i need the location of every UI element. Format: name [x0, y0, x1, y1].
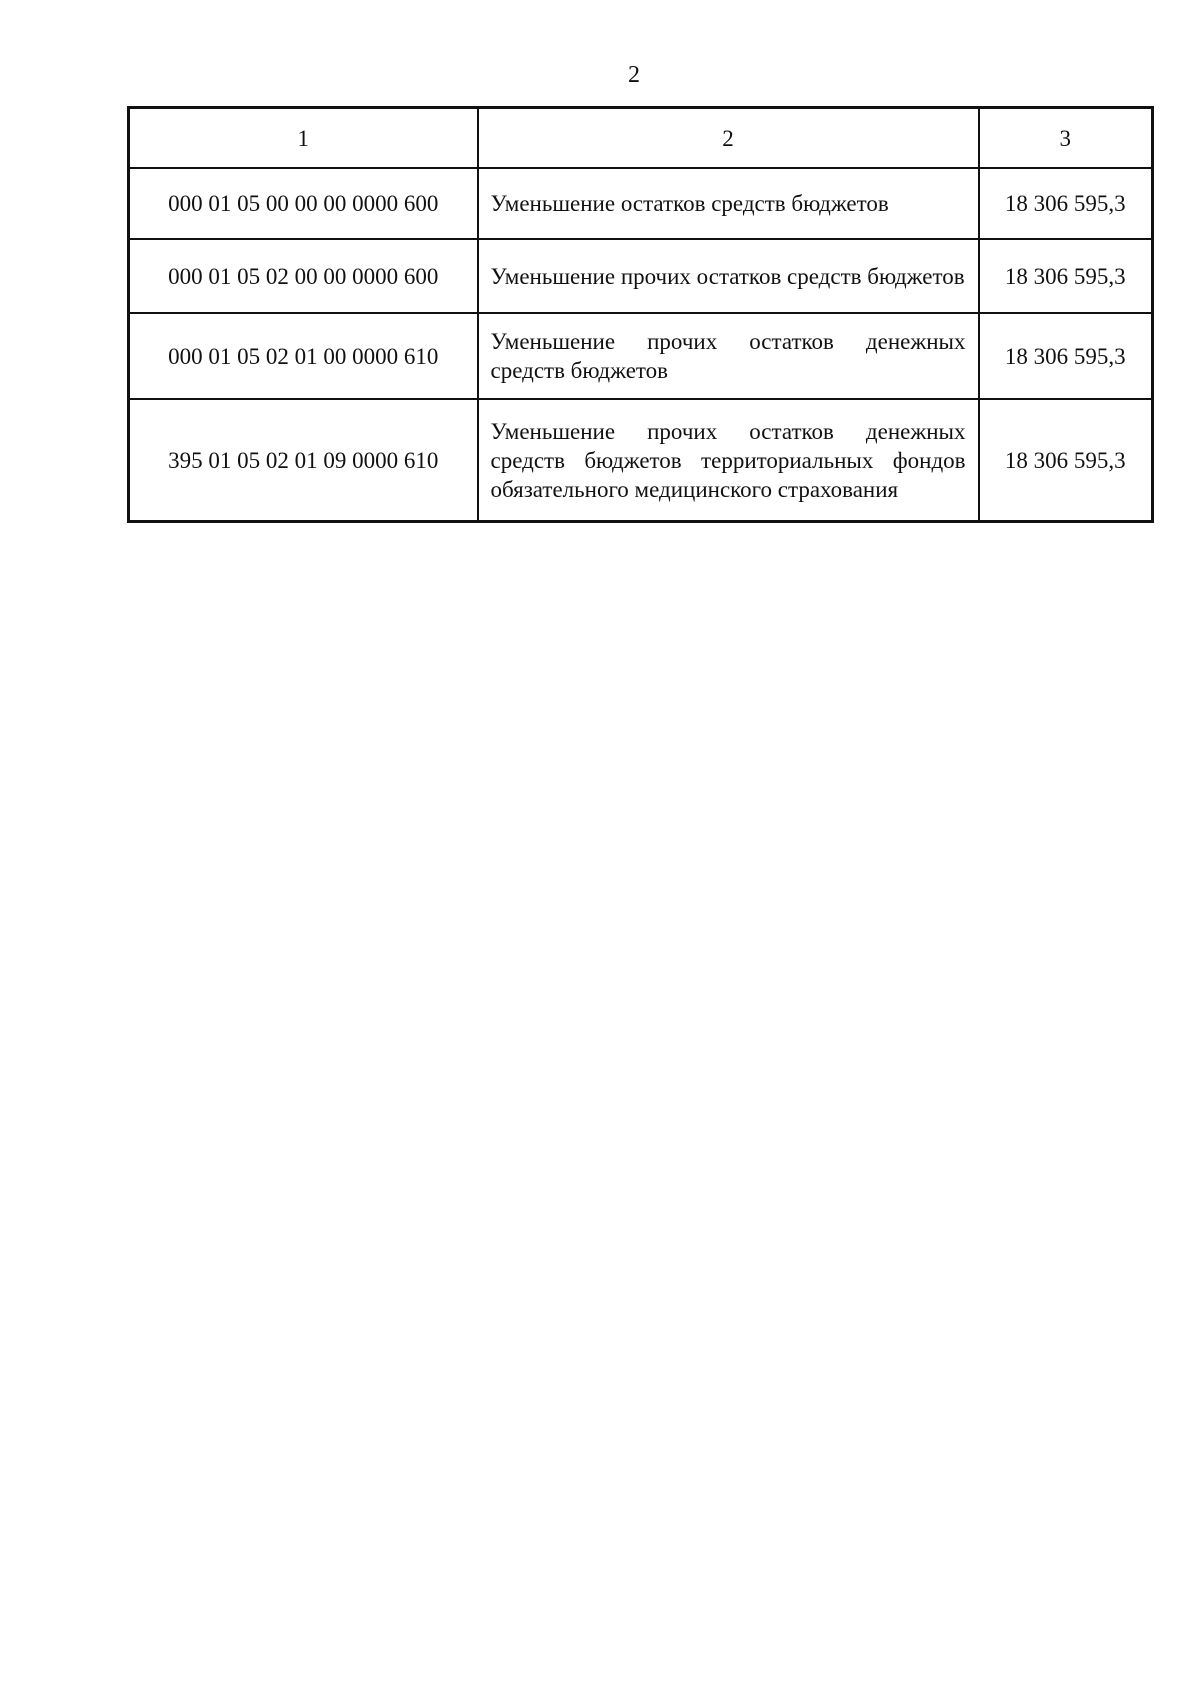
description-cell: Уменьшение прочих остатков денежных средств бюджетов: [478, 313, 979, 399]
column-header-1: 1: [129, 108, 478, 169]
table-row: [129, 399, 1153, 522]
amount-cell: 18 306 595,3: [979, 239, 1153, 313]
column-header-2: 2: [478, 108, 979, 169]
description-cell: Уменьшение прочих остатков средств бюджетов: [478, 239, 979, 313]
amount-cell: 18 306 595,3: [979, 313, 1153, 399]
budget-code-cell: 395 01 05 02 01 09 0000 610: [129, 399, 478, 522]
column-header-3: 3: [979, 108, 1153, 169]
amount-cell: 18 306 595,3: [979, 399, 1153, 522]
table-row: [129, 168, 1153, 239]
table-header-row: [129, 108, 1153, 169]
budget-table: [127, 106, 1154, 523]
description-cell: Уменьшение прочих остатков денежных средств бюджетов территориальных фондов обязательного медицинского страхования: [478, 399, 979, 522]
page-number: 2: [628, 62, 640, 88]
budget-code-cell: 000 01 05 02 01 00 0000 610: [129, 313, 478, 399]
description-cell: Уменьшение остатков средств бюджетов: [478, 168, 979, 239]
budget-code-cell: 000 01 05 02 00 00 0000 600: [129, 239, 478, 313]
table-row: [129, 239, 1153, 313]
amount-cell: 18 306 595,3: [979, 168, 1153, 239]
budget-code-cell: 000 01 05 00 00 00 0000 600: [129, 168, 478, 239]
table-row: [129, 313, 1153, 399]
